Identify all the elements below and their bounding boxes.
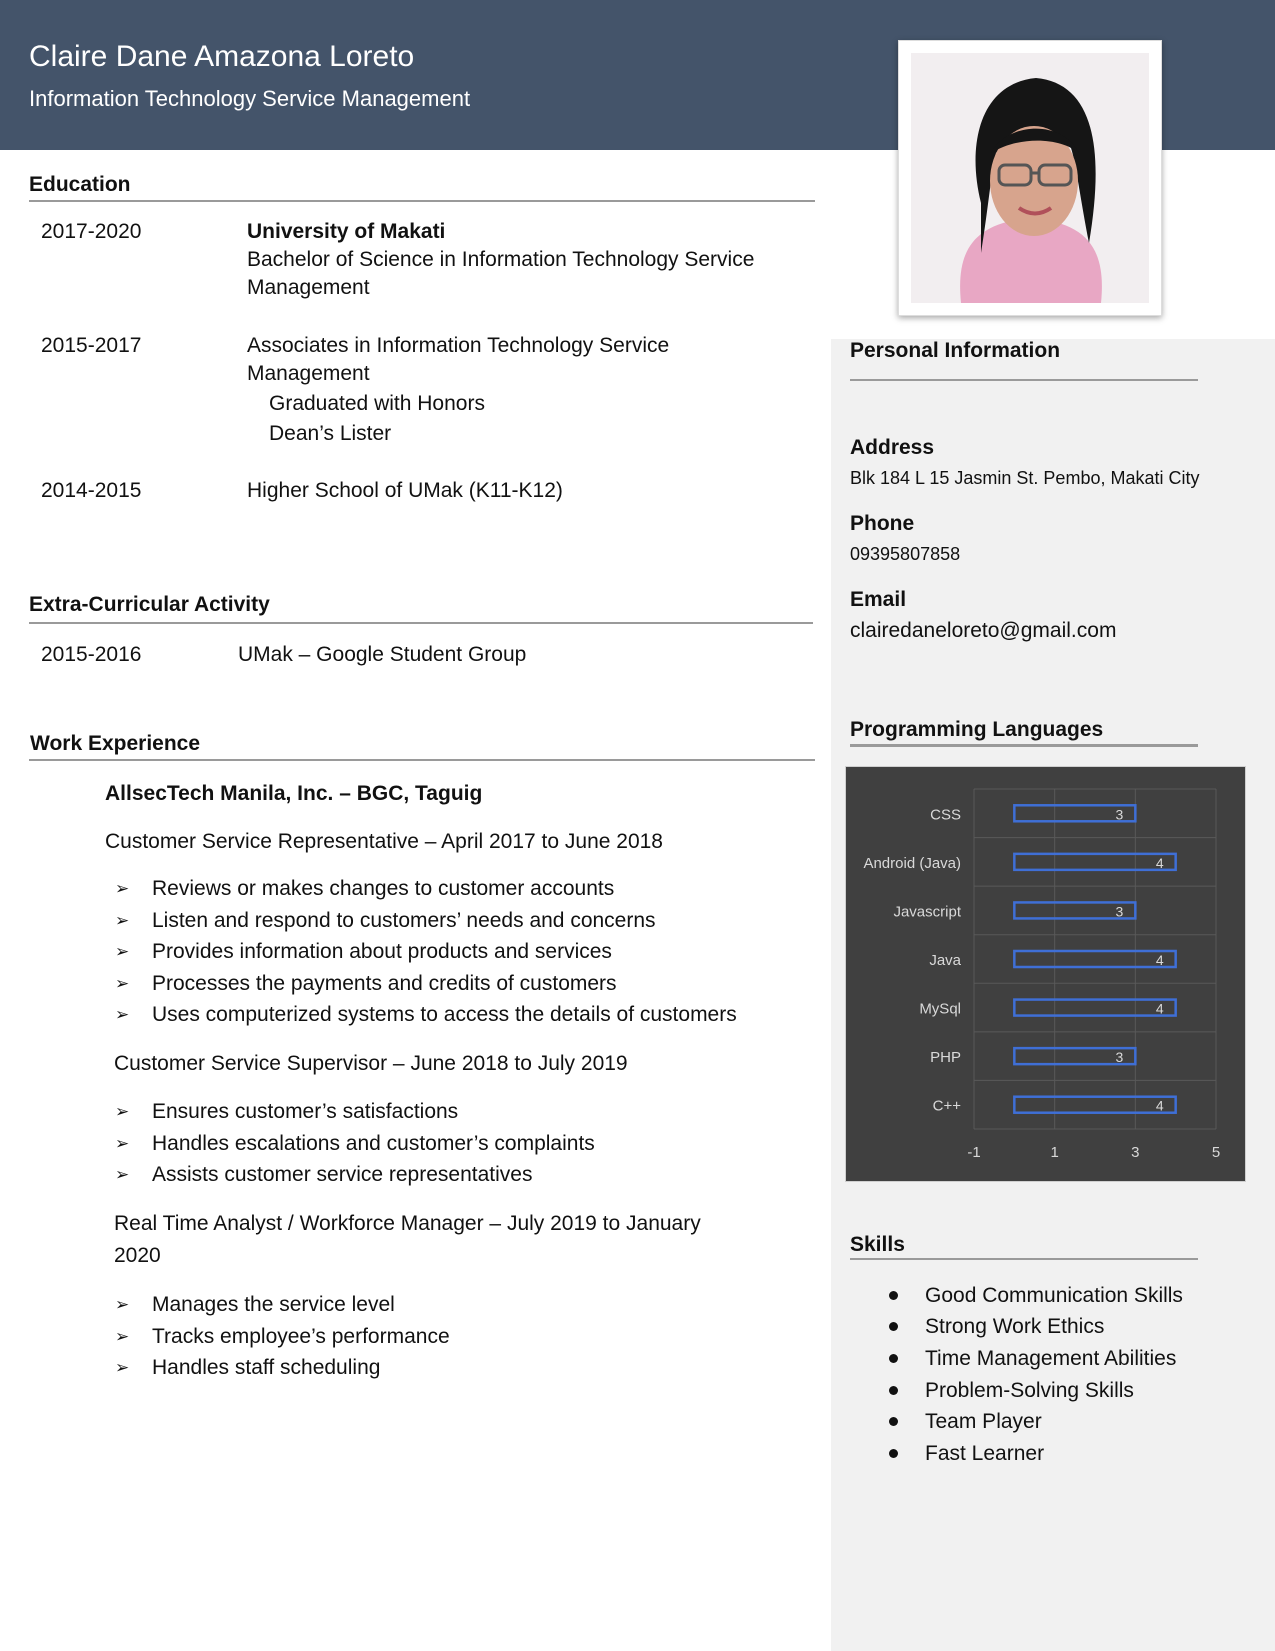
work-divider <box>29 759 815 761</box>
role-duty: Provides information about products and services <box>152 940 612 963</box>
education-degree: Management <box>247 362 370 385</box>
education-school: University of Makati <box>247 220 446 243</box>
profile-photo-frame <box>898 40 1162 316</box>
education-school: Higher School of UMak (K11-K12) <box>247 479 563 502</box>
chart-data-label: 4 <box>1155 1097 1164 1114</box>
education-degree: Bachelor of Science in Information Technology Service <box>247 248 755 271</box>
role-title: Customer Service Representative – April 2017 to June 2018 <box>105 830 663 853</box>
skill-item: Strong Work Ethics <box>925 1315 1105 1338</box>
chart-category-label: C++ <box>932 1097 961 1115</box>
skills-title: Skills <box>850 1233 905 1256</box>
role-duty: Ensures customer’s satisfactions <box>152 1100 459 1123</box>
phone-value: 09395807858 <box>850 544 961 564</box>
arrow-bullet-icon: ➢ <box>115 1005 130 1024</box>
chart-bar <box>1014 1097 1175 1113</box>
chart-bar <box>1014 854 1175 870</box>
role-duty: Processes the payments and credits of customers <box>152 972 617 995</box>
role-duty: Listen and respond to customers’ needs and concerns <box>152 909 656 932</box>
personal-info-title: Personal Information <box>850 339 1061 362</box>
arrow-bullet-icon: ➢ <box>115 879 130 898</box>
chart-data-label: 3 <box>1115 903 1124 920</box>
arrow-bullet-icon: ➢ <box>115 911 130 930</box>
chart-data-label: 4 <box>1155 1000 1164 1017</box>
email-value: clairedaneloreto@gmail.com <box>850 619 1117 642</box>
chart-tick-label: 3 <box>1131 1144 1140 1161</box>
arrow-bullet-icon: ➢ <box>115 1295 130 1314</box>
bullet-dot-icon <box>889 1291 898 1300</box>
role-title: Customer Service Supervisor – June 2018 to July 2019 <box>114 1052 628 1075</box>
chart-tick-label: 5 <box>1211 1144 1221 1161</box>
arrow-bullet-icon: ➢ <box>115 1358 130 1377</box>
person-portrait-icon <box>911 53 1149 303</box>
role-duty: Tracks employee’s performance <box>152 1325 450 1348</box>
bullet-dot-icon <box>889 1449 898 1458</box>
extracurricular-activity: UMak – Google Student Group <box>238 643 527 666</box>
chart-bar <box>1014 1000 1175 1016</box>
chart-data-label: 3 <box>1115 806 1124 823</box>
bullet-dot-icon <box>889 1322 898 1331</box>
education-years: 2014-2015 <box>41 479 142 502</box>
role-duty: Handles escalations and customer’s complaints <box>152 1132 595 1155</box>
chart-data-label: 3 <box>1115 1049 1124 1066</box>
education-degree: Management <box>247 276 370 299</box>
education-divider <box>29 200 815 202</box>
role-title: 2020 <box>114 1244 161 1267</box>
chart-category-label: PHP <box>930 1049 961 1067</box>
education-honor: Dean’s Lister <box>269 422 392 445</box>
arrow-bullet-icon: ➢ <box>115 1165 130 1184</box>
extracurricular-years: 2015-2016 <box>41 643 142 666</box>
programming-chart <box>845 766 1246 1182</box>
skill-item: Team Player <box>925 1410 1042 1433</box>
arrow-bullet-icon: ➢ <box>115 942 130 961</box>
programming-divider <box>850 744 1198 747</box>
bullet-dot-icon <box>889 1354 898 1363</box>
bullet-dot-icon <box>889 1386 898 1395</box>
arrow-bullet-icon: ➢ <box>115 1327 130 1346</box>
work-company: AllsecTech Manila, Inc. – BGC, Taguig <box>105 782 483 805</box>
chart-data-label: 4 <box>1155 952 1164 968</box>
skill-item: Good Communication Skills <box>925 1284 1183 1307</box>
programming-title: Programming Languages <box>850 718 1104 741</box>
role-duty: Uses computerized systems to access the details of customers <box>152 1003 737 1026</box>
chart-tick-label: 1 <box>1050 1144 1059 1161</box>
role-duty: Handles staff scheduling <box>152 1356 381 1379</box>
education-years: 2015-2017 <box>41 334 142 357</box>
extracurricular-title: Extra-Curricular Activity <box>29 593 270 616</box>
chart-data-label: 4 <box>1155 854 1164 871</box>
extracurricular-divider <box>29 622 813 624</box>
chart-category-label: Android (Java) <box>863 854 961 872</box>
education-honor: Graduated with Honors <box>269 392 485 415</box>
person-subtitle: Information Technology Service Management <box>29 86 471 111</box>
work-title: Work Experience <box>30 732 201 755</box>
address-label: Address <box>850 436 935 459</box>
education-title: Education <box>29 173 131 196</box>
education-years: 2017-2020 <box>41 220 142 243</box>
skill-item: Problem-Solving Skills <box>925 1379 1134 1402</box>
arrow-bullet-icon: ➢ <box>115 974 130 993</box>
chart-bar <box>1014 951 1175 967</box>
role-title: Real Time Analyst / Workforce Manager – July 2019 to January <box>114 1212 701 1235</box>
education-degree: Associates in Information Technology Service <box>247 334 670 357</box>
chart-category-label: Java <box>929 952 961 969</box>
arrow-bullet-icon: ➢ <box>115 1134 130 1153</box>
role-duty: Manages the service level <box>152 1293 395 1316</box>
arrow-bullet-icon: ➢ <box>115 1102 130 1121</box>
role-duty: Reviews or makes changes to customer accounts <box>152 877 615 900</box>
bullet-dot-icon <box>889 1417 898 1426</box>
chart-category-label: Javascript <box>893 903 961 921</box>
chart-category-label: CSS <box>930 806 961 824</box>
profile-photo <box>911 53 1149 303</box>
role-duty: Assists customer service representatives <box>152 1163 533 1186</box>
person-name: Claire Dane Amazona Loreto <box>29 40 415 73</box>
address-value: Blk 184 L 15 Jasmin St. Pembo, Makati City <box>850 468 1200 488</box>
skill-item: Fast Learner <box>925 1442 1045 1465</box>
skills-divider <box>850 1258 1198 1260</box>
chart-tick-label: -1 <box>967 1144 981 1161</box>
phone-label: Phone <box>850 512 915 535</box>
personal-info-divider <box>850 379 1198 381</box>
skill-item: Time Management Abilities <box>925 1347 1177 1370</box>
chart-category-label: MySql <box>919 1000 961 1018</box>
email-label: Email <box>850 588 907 611</box>
